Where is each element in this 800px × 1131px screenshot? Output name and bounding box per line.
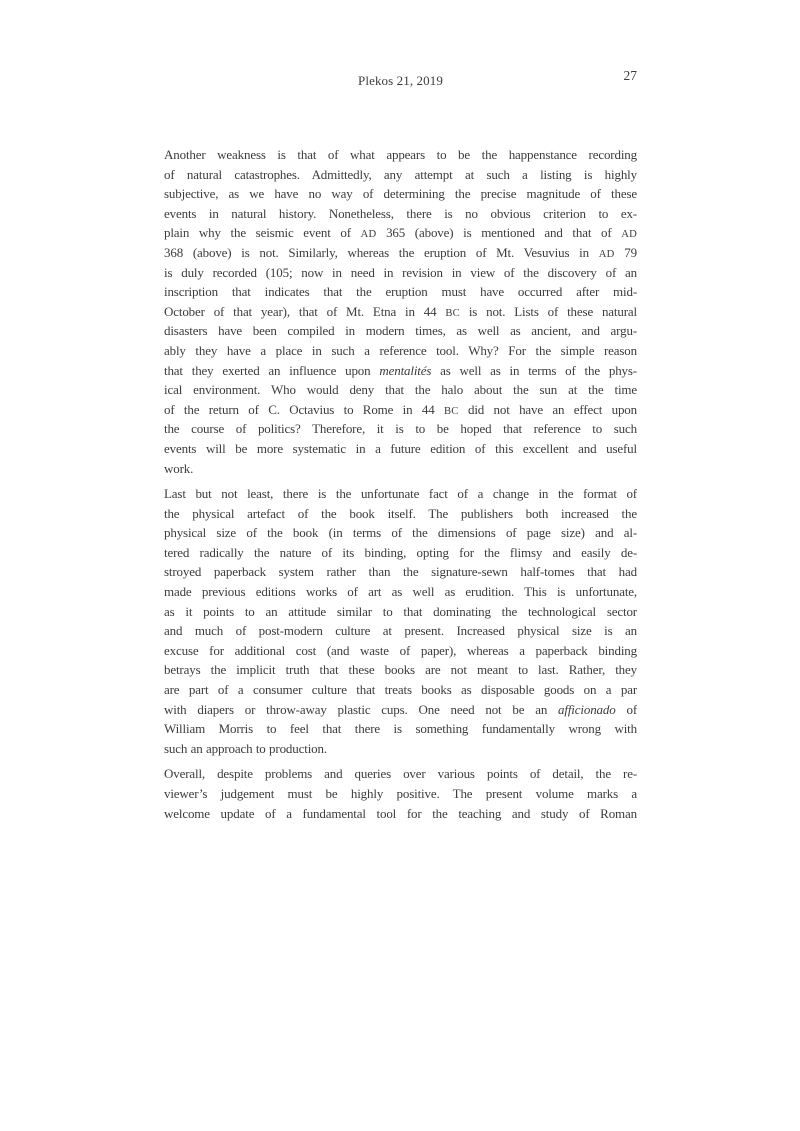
smallcaps-text: AD [598,248,615,260]
body-text: with diapers or throw-away plastic cups. One need not be an [164,701,559,717]
body-text: subjective, as we have no way of determining the precise magnitude of these [164,186,637,202]
text-line [164,582,637,602]
body-text: 79 [614,244,637,260]
text-line [164,543,637,563]
text-line [164,680,637,700]
body-text: work. [164,460,194,476]
text-line [164,484,637,504]
smallcaps-text: AD [360,229,377,241]
text-line [164,700,637,720]
text-line [164,341,637,361]
text-line [164,145,637,165]
body-text: Last but not least, there is the unfortunate fact of a change in the format of [164,486,637,502]
text-line [164,621,637,641]
body-text: ical environment. Who would deny that the halo about the sun at the time [164,382,637,398]
text-line [164,602,637,622]
text-line [164,243,637,263]
text-line [164,459,637,479]
text-line [164,184,637,204]
body-text: William Morris to feel that there is something fundamentally wrong with [164,721,637,737]
journal-title: Plekos 21, 2019 [358,73,443,88]
text-line [164,504,637,524]
body-text: 365 (above) is mentioned and that of [376,225,622,241]
text-line [164,302,637,322]
text-line [164,660,637,680]
text-line [164,523,637,543]
body-text: plain why the seismic event of [164,225,361,241]
page-number: 27 [623,68,637,83]
text-line [164,263,637,283]
text-line [164,400,637,420]
body-text: such an approach to production. [164,740,327,756]
italic-text: afficionado [558,701,616,717]
body-text: is duly recorded (105; now in need in revision in view of the discovery of an [164,264,637,280]
smallcaps-text: AD [621,229,637,241]
body-text: ably they have a place in such a reference tool. Why? For the simple reason [164,342,637,358]
body-text: tered radically the nature of its binding, opting for the flimsy and easily de- [164,544,637,560]
text-line [164,804,637,824]
text-line [164,784,637,804]
text-line [164,419,637,439]
text-line [164,361,637,381]
body-text: is not. Lists of these natural [459,303,637,319]
body-text: Another weakness is that of what appears to be the happenstance recording [164,147,637,162]
paragraph [164,764,637,823]
body-text: Overall, despite problems and queries over various points of detail, the re- [164,766,637,782]
body-text: made previous editions works of art as well as erudition. This is unfortunate, [164,584,637,600]
text-line [164,204,637,224]
body-text: 368 (above) is not. Similarly, whereas the eruption of Mt. Vesuvius in [164,244,599,260]
text-line [164,739,637,759]
body-text: of natural catastrophes. Admittedly, any attempt at such a listing is highly [164,166,637,182]
body-text: the physical artefact of the book itself. The publishers both increased the [164,505,637,521]
text-line [164,439,637,459]
body-text: physical size of the book (in terms of the dimensions of page size) and al- [164,525,637,541]
text-line [164,641,637,661]
text-line [164,380,637,400]
body-text: are part of a consumer culture that treats books as disposable goods on a par [164,682,637,698]
text-line [164,562,637,582]
page-header [164,68,637,91]
text-line [164,282,637,302]
text-line [164,764,637,784]
body-text: October of that year), that of Mt. Etna in 44 [164,303,446,319]
body-text: welcome update of a fundamental tool for the teaching and study of Roman [164,805,637,821]
body-text: events in natural history. Nonetheless, there is no obvious criterion to ex- [164,205,637,221]
body-text: did not have an effect upon [458,401,637,417]
smallcaps-text: BC [445,307,460,319]
smallcaps-text: BC [443,405,459,417]
body-text: disasters have been compiled in modern times, as well as ancient, and argu- [164,323,637,339]
body-text: events will be more systematic in a future edition of this excellent and useful [164,440,637,456]
body-text: and much of post-modern culture at present. Increased physical size is an [164,623,637,639]
body-text: betrays the implicit truth that these books are not meant to last. Rather, they [164,662,637,678]
body-text: of [615,701,637,717]
body-text: inscription that indicates that the eruption must have occurred after mid- [164,284,637,300]
body-text: excuse for additional cost (and waste of paper), whereas a paperback binding [164,642,637,658]
body-text: as well as in terms of the phys- [431,362,637,378]
body-text: the course of politics? Therefore, it is to be hoped that reference to such [164,421,637,437]
text-line [164,719,637,739]
paragraph [164,484,637,758]
body-text: of the return of C. Octavius to Rome in 44 [164,401,444,417]
body-text: as it points to an attitude similar to that dominating the technological sector [164,603,637,619]
body-text: stroyed paperback system rather than the signature-sewn half-tomes that had [164,564,637,580]
text-line [164,165,637,185]
document-body [164,145,637,829]
body-text: viewer’s judgement must be highly positive. The present volume marks a [164,786,637,801]
text-line [164,223,637,243]
body-text: that they exerted an influence upon [164,362,380,378]
paragraph [164,145,637,478]
text-line [164,321,637,341]
italic-text: mentalités [379,362,432,378]
